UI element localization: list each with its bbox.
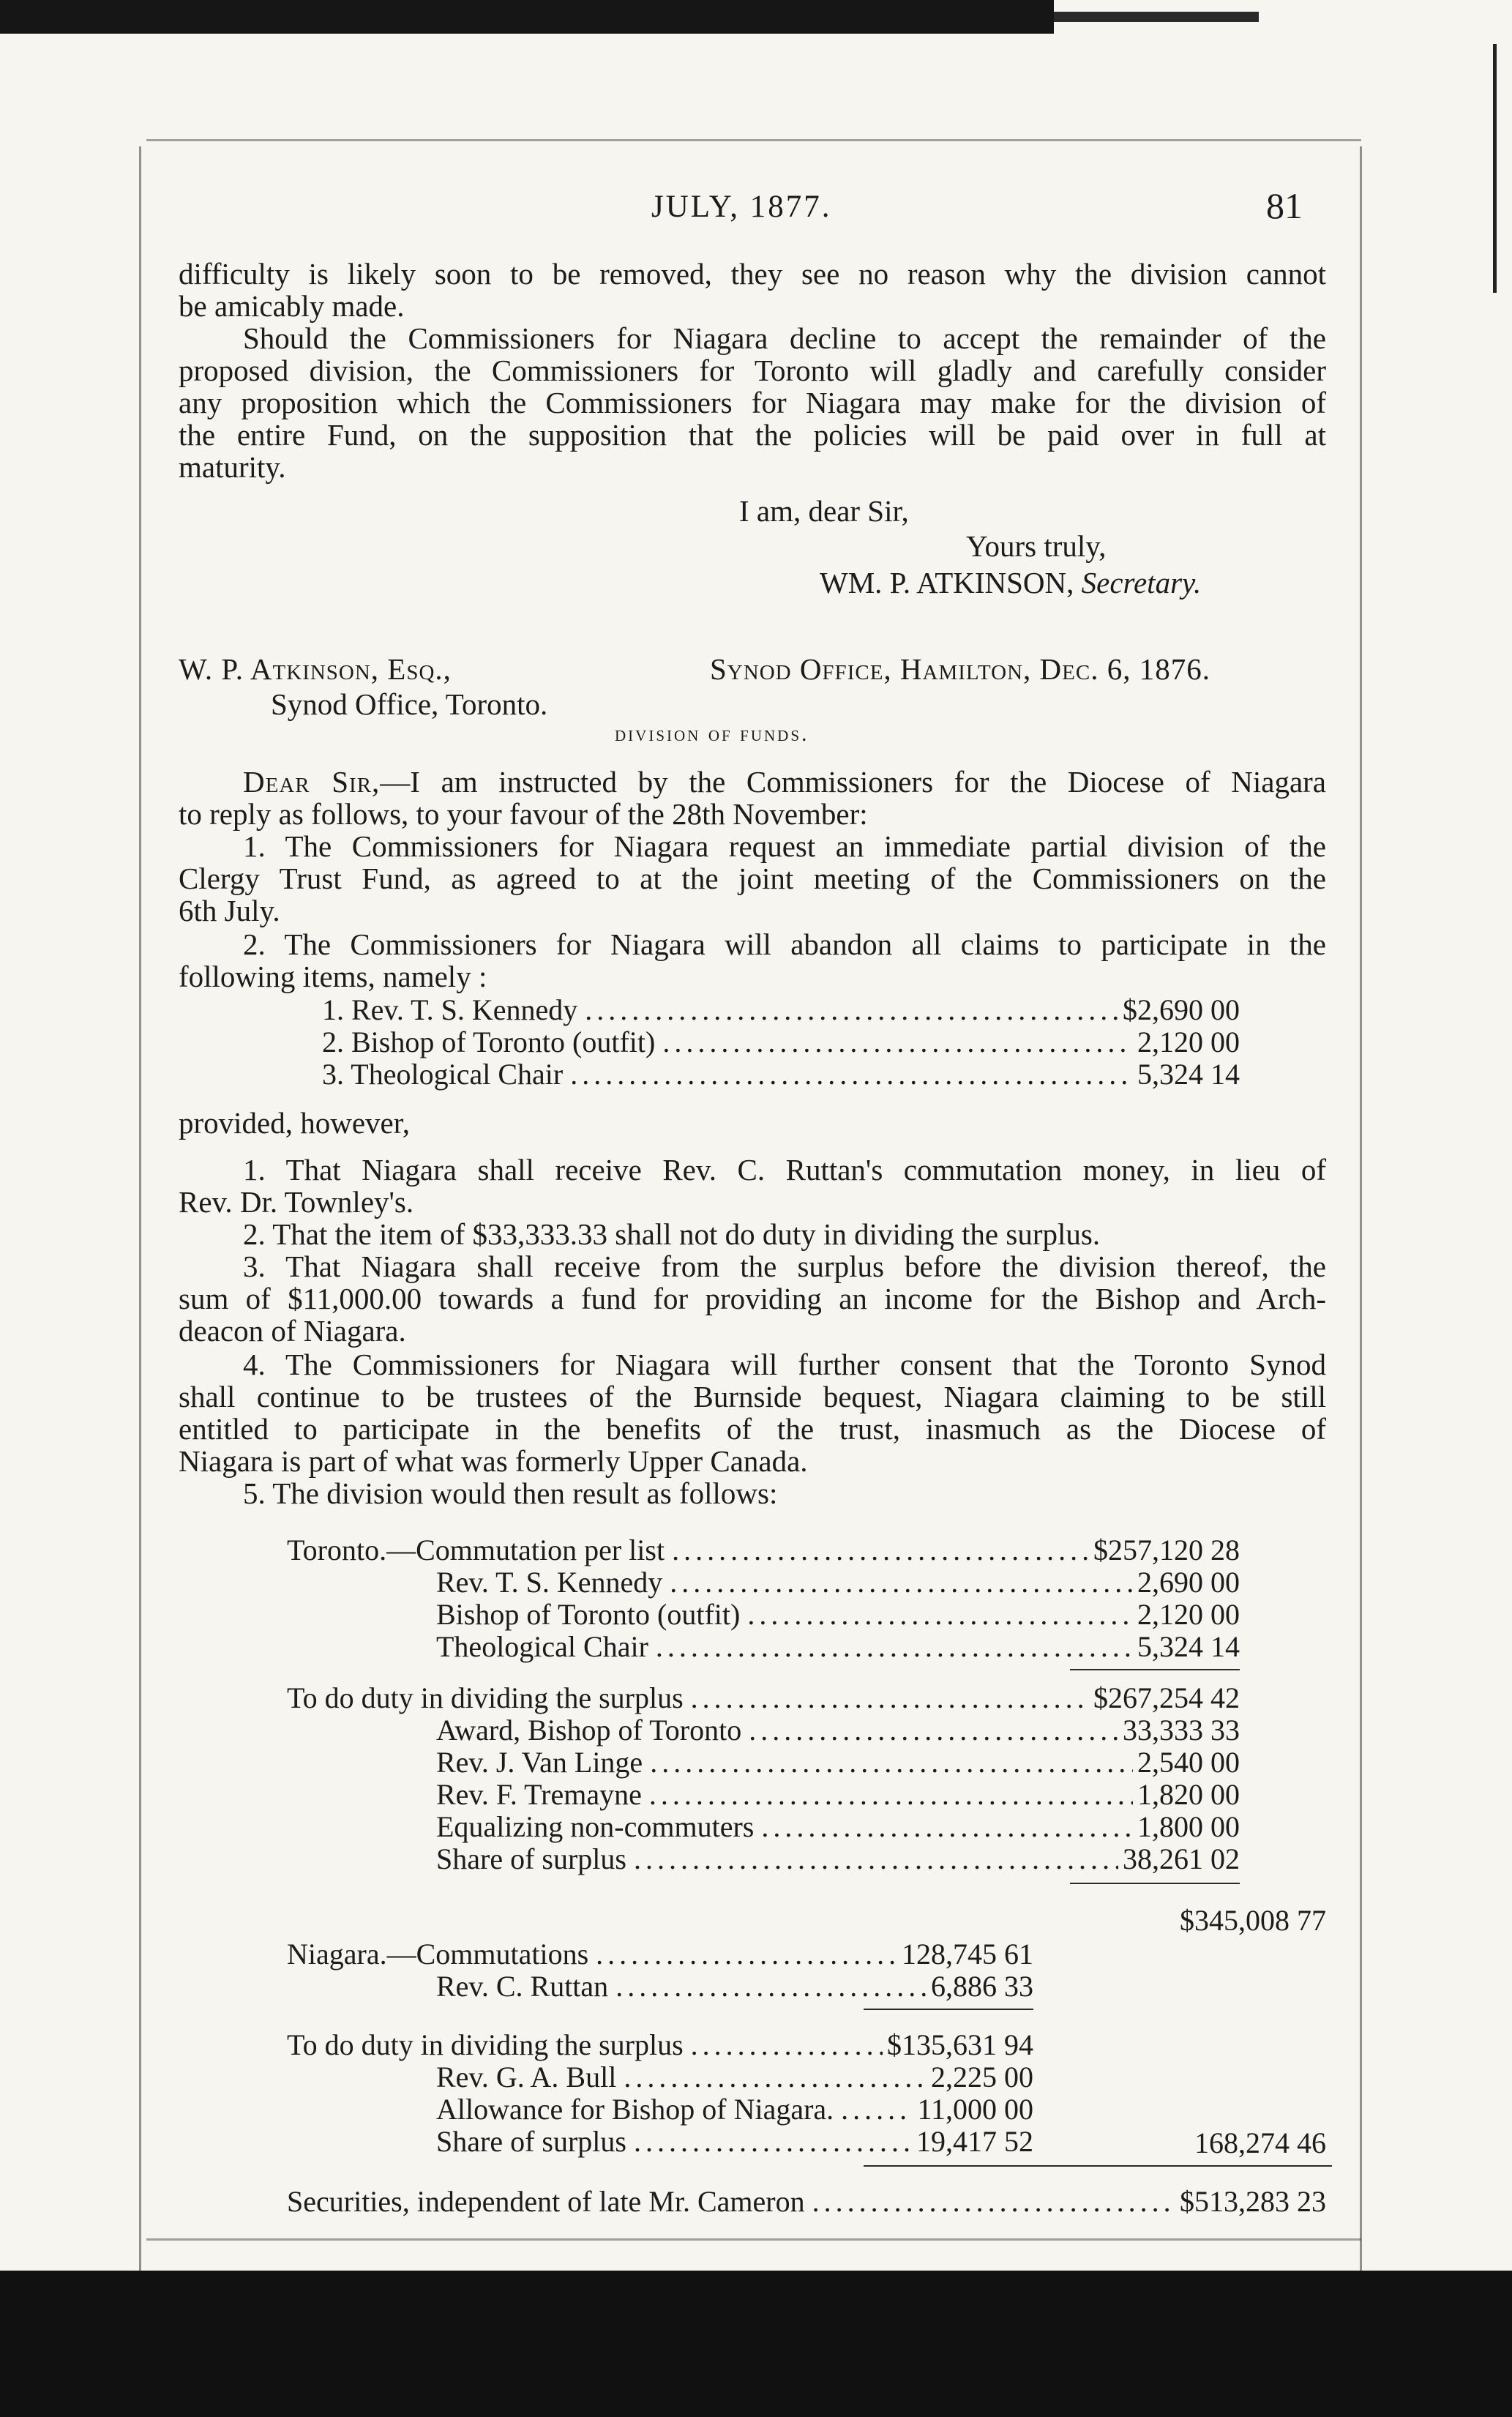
body-line: 6th July. bbox=[179, 894, 280, 927]
leader-dots bbox=[749, 1714, 1118, 1747]
table-row bbox=[436, 2126, 1033, 2158]
yours-truly: Yours truly, bbox=[966, 529, 1107, 563]
table-row bbox=[436, 2093, 1033, 2126]
sum-rule bbox=[1070, 1883, 1240, 1884]
table-label: Niagara.—Commutations bbox=[287, 1938, 589, 1970]
table-amount: $267,254 42 bbox=[1093, 1681, 1240, 1714]
claim-row bbox=[322, 1026, 1240, 1058]
body-line: be amicably made. bbox=[179, 289, 405, 323]
claim-row bbox=[322, 1058, 1240, 1091]
table-amount: $257,120 28 bbox=[1093, 1533, 1240, 1566]
table-row bbox=[436, 1970, 1033, 2003]
table-label: Rev. F. Tremayne bbox=[436, 1778, 642, 1811]
leader-dots bbox=[670, 1566, 1133, 1599]
table-row bbox=[436, 1779, 1240, 1811]
signature bbox=[820, 565, 1201, 600]
body-line: Should the Commissioners for Niagara decline to accept the remainder of the bbox=[243, 321, 1326, 355]
table-label: To do duty in dividing the surplus bbox=[287, 1681, 684, 1714]
salutation-line bbox=[243, 766, 1326, 798]
table-row bbox=[436, 1566, 1240, 1599]
table-amount: 33,333 33 bbox=[1123, 1714, 1240, 1747]
table-label: Rev. T. S. Kennedy bbox=[436, 1566, 663, 1599]
scan-edge-bottom bbox=[0, 2271, 1512, 2417]
body-line: Rev. Dr. Townley's. bbox=[179, 1185, 414, 1219]
body-line: sum of $11,000.00 towards a fund for providing an income for the Bishop and Arch- bbox=[179, 1282, 1326, 1315]
leader-dots bbox=[841, 2093, 913, 2126]
sender-place: Synod Office, Hamilton, Dec. 6, 1876. bbox=[710, 652, 1210, 686]
body-line: 4. The Commissioners for Niagara will further consent that the Toronto Synod bbox=[243, 1348, 1326, 1381]
salutation-rest: —I am instructed by the Commissioners for the Diocese of Niagara bbox=[380, 765, 1327, 799]
body-line: 1. The Commissioners for Niagara request an immediate partial division of the bbox=[243, 829, 1326, 863]
scan-edge-top bbox=[0, 0, 1054, 34]
scan-edge-right bbox=[1493, 44, 1497, 293]
body-line: 2. That the item of $33,333.33 shall not do duty in dividing the surplus. bbox=[243, 1217, 1101, 1251]
leader-dots bbox=[761, 1811, 1133, 1843]
page-frame-right bbox=[1360, 146, 1362, 2313]
table-label: Rev. C. Ruttan bbox=[436, 1970, 609, 2003]
table-amount: 2,120 00 bbox=[1137, 1598, 1240, 1631]
table-row bbox=[436, 1631, 1240, 1663]
claim-row bbox=[322, 994, 1240, 1026]
table-row bbox=[436, 1811, 1240, 1843]
claim-label: 3. Theological Chair bbox=[322, 1058, 564, 1091]
body-line: deacon of Niagara. bbox=[179, 1314, 406, 1348]
claim-label: 2. Bishop of Toronto (outfit) bbox=[322, 1026, 656, 1058]
table-row bbox=[436, 1747, 1240, 1779]
table-row-securities bbox=[287, 2186, 1326, 2218]
table-amount: 2,540 00 bbox=[1137, 1746, 1240, 1779]
leader-dots bbox=[596, 1938, 897, 1970]
body-line: 5. The division would then result as follows: bbox=[243, 1476, 778, 1510]
salutation: Dear Sir, bbox=[243, 765, 381, 799]
sum-rule bbox=[1070, 1669, 1240, 1670]
leader-dots bbox=[615, 1970, 927, 2003]
table-row bbox=[287, 1534, 1240, 1566]
table-row bbox=[287, 1682, 1240, 1714]
table-row bbox=[436, 1843, 1240, 1875]
body-line: maturity. bbox=[179, 450, 286, 484]
leader-dots bbox=[634, 2126, 912, 2158]
leader-dots bbox=[649, 1779, 1133, 1811]
table-row bbox=[287, 2029, 1033, 2061]
leader-dots bbox=[691, 1682, 1089, 1714]
table-amount: 128,745 61 bbox=[902, 1938, 1033, 1970]
page-frame-top bbox=[146, 139, 1361, 141]
table-label: Award, Bishop of Toronto bbox=[436, 1714, 742, 1747]
table-row bbox=[436, 1714, 1240, 1747]
claim-amount: 2,120 00 bbox=[1137, 1026, 1240, 1058]
body-line: following items, namely : bbox=[179, 960, 487, 993]
body-line: Niagara is part of what was formerly Upper Canada. bbox=[179, 1444, 808, 1478]
leader-dots bbox=[650, 1747, 1133, 1779]
closing: I am, dear Sir, bbox=[739, 494, 909, 528]
page-number: 81 bbox=[1266, 185, 1303, 226]
claim-label: 1. Rev. T. S. Kennedy bbox=[322, 993, 578, 1026]
table-amount: 1,820 00 bbox=[1137, 1778, 1240, 1811]
leader-dots bbox=[747, 1599, 1133, 1631]
claim-amount: $2,690 00 bbox=[1123, 993, 1240, 1026]
body-line: difficulty is likely soon to be removed, they see no reason why the division cannot bbox=[179, 257, 1326, 291]
leader-dots bbox=[624, 2061, 927, 2093]
body-line: entitled to participate in the benefits of the trust, inasmuch as the Diocese of bbox=[179, 1412, 1326, 1446]
table-label: Theological Chair bbox=[436, 1630, 648, 1663]
table-amount: $513,283 23 bbox=[1180, 2185, 1326, 2218]
body-line: 3. That Niagara shall receive from the surplus before the division thereof, the bbox=[243, 1249, 1326, 1283]
table-label: Securities, independent of late Mr. Cameron bbox=[287, 2185, 805, 2218]
table-amount: 11,000 00 bbox=[917, 2093, 1033, 2126]
running-title: JULY, 1877. bbox=[651, 190, 832, 224]
scan-edge-top-strip bbox=[1054, 12, 1259, 22]
toronto-total: $345,008 77 bbox=[1180, 1904, 1326, 1937]
table-amount: 6,886 33 bbox=[931, 1970, 1033, 2003]
niagara-total: 168,274 46 bbox=[1194, 2126, 1326, 2159]
table-label: Toronto.—Commutation per list bbox=[287, 1533, 665, 1566]
table-amount: 38,261 02 bbox=[1123, 1842, 1240, 1875]
table-amount: 5,324 14 bbox=[1137, 1630, 1240, 1663]
table-row bbox=[436, 1599, 1240, 1631]
body-line: 1. That Niagara shall receive Rev. C. Ruttan's commutation money, in lieu of bbox=[243, 1153, 1326, 1187]
leader-dots bbox=[656, 1631, 1133, 1663]
signer-name: WM. P. ATKINSON, bbox=[820, 566, 1074, 599]
table-amount: 19,417 52 bbox=[916, 2125, 1033, 2158]
body-line: 2. The Commissioners for Niagara will abandon all claims to participate in the bbox=[243, 927, 1326, 961]
body-line: to reply as follows, to your favour of the 28th November: bbox=[179, 797, 868, 831]
sum-rule bbox=[864, 2165, 1332, 2167]
table-amount: 1,800 00 bbox=[1137, 1810, 1240, 1843]
subject-heading: division of funds. bbox=[615, 722, 809, 746]
leader-dots bbox=[672, 1534, 1089, 1566]
table-label: Share of surplus bbox=[436, 2125, 626, 2158]
table-label: Rev. J. Van Linge bbox=[436, 1746, 643, 1779]
body-line: Clergy Trust Fund, as agreed to at the joint meeting of the Commissioners on the bbox=[179, 862, 1326, 895]
body-line: shall continue to be trustees of the Burnside bequest, Niagara claiming to be still bbox=[179, 1380, 1326, 1413]
leader-dots bbox=[662, 1026, 1133, 1058]
leader-dots bbox=[570, 1058, 1133, 1091]
addressee-office: Synod Office, Toronto. bbox=[271, 687, 548, 721]
page-frame-bottom bbox=[146, 2238, 1361, 2241]
signer-title: Secretary. bbox=[1081, 566, 1202, 599]
addressee: W. P. Atkinson, Esq., bbox=[179, 652, 452, 686]
table-amount: 2,225 00 bbox=[931, 2061, 1033, 2093]
leader-dots bbox=[585, 994, 1118, 1026]
body-line: provided, however, bbox=[179, 1106, 411, 1140]
table-amount: $135,631 94 bbox=[887, 2028, 1033, 2061]
page-frame-left bbox=[139, 146, 141, 2313]
leader-dots bbox=[812, 2186, 1175, 2218]
leader-dots bbox=[634, 1843, 1118, 1875]
sum-rule bbox=[864, 2009, 1033, 2010]
claim-amount: 5,324 14 bbox=[1137, 1058, 1240, 1091]
table-row bbox=[287, 1938, 1033, 1970]
table-row bbox=[436, 2061, 1033, 2093]
body-line: any proposition which the Commissioners for Niagara may make for the division of bbox=[179, 386, 1326, 419]
body-line: proposed division, the Commissioners for Toronto will gladly and carefully consider bbox=[179, 354, 1326, 387]
leader-dots bbox=[691, 2029, 883, 2061]
table-label: Allowance for Bishop of Niagara. bbox=[436, 2093, 834, 2126]
table-label: Rev. G. A. Bull bbox=[436, 2061, 617, 2093]
body-line: the entire Fund, on the supposition that the policies will be paid over in full at bbox=[179, 418, 1326, 452]
table-amount: 2,690 00 bbox=[1137, 1566, 1240, 1599]
table-label: Equalizing non-commuters bbox=[436, 1810, 755, 1843]
table-label: Share of surplus bbox=[436, 1842, 626, 1875]
table-label: To do duty in dividing the surplus bbox=[287, 2028, 684, 2061]
table-label: Bishop of Toronto (outfit) bbox=[436, 1598, 741, 1631]
